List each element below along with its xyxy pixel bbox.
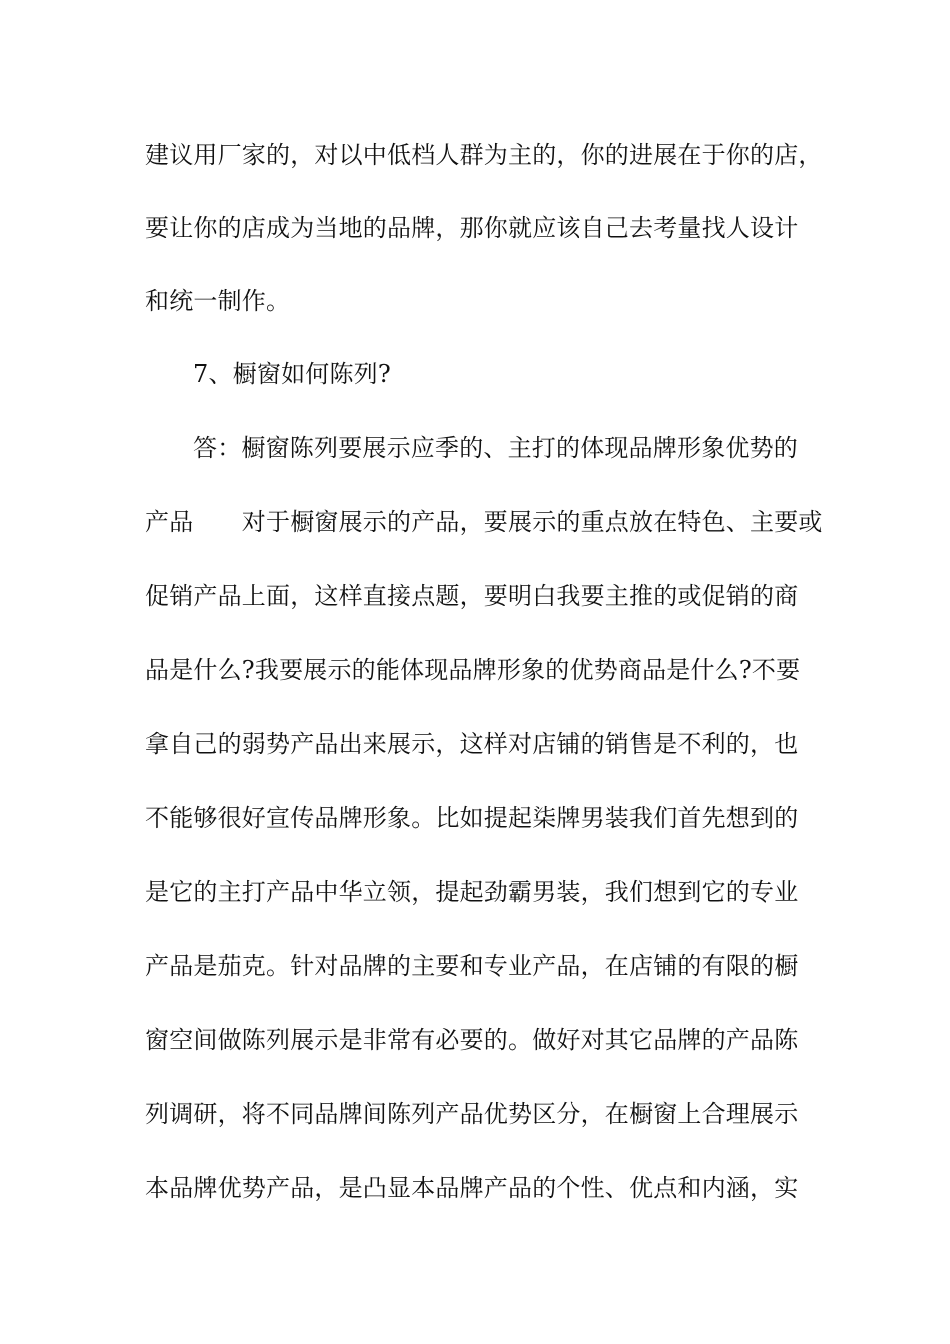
text-line: 拿自己的弱势产品出来展示，这样对店铺的销售是不利的，也 <box>145 730 799 758</box>
text-line: 产品是茄克。针对品牌的主要和专业产品，在店铺的有限的橱 <box>145 952 799 980</box>
text-line: 产品 对于橱窗展示的产品，要展示的重点放在特色、主要或 <box>145 508 823 536</box>
text-line: 促销产品上面，这样直接点题，要明白我要主推的或促销的商 <box>145 582 799 610</box>
section-heading: 7、橱窗如何陈列? <box>193 360 391 388</box>
text-line: 和统一制作。 <box>145 287 291 315</box>
text-line: 答：橱窗陈列要展示应季的、主打的体现品牌形象优势的 <box>193 434 798 462</box>
text-line: 品是什么?我要展示的能体现品牌形象的优势商品是什么?不要 <box>145 656 801 684</box>
text-line: 要让你的店成为当地的品牌，那你就应该自己去考量找人设计 <box>145 214 799 242</box>
text-line: 本品牌优势产品，是凸显本品牌产品的个性、优点和内涵，实 <box>145 1174 799 1202</box>
text-line: 不能够很好宣传品牌形象。比如提起柒牌男装我们首先想到的 <box>145 804 799 832</box>
text-line: 建议用厂家的，对以中低档人群为主的，你的进展在于你的店， <box>145 141 823 169</box>
text-line: 窗空间做陈列展示是非常有必要的。做好对其它品牌的产品陈 <box>145 1026 799 1054</box>
text-line: 列调研，将不同品牌间陈列产品优势区分，在橱窗上合理展示 <box>145 1100 799 1128</box>
text-line: 是它的主打产品中华立领，提起劲霸男装，我们想到它的专业 <box>145 878 799 906</box>
